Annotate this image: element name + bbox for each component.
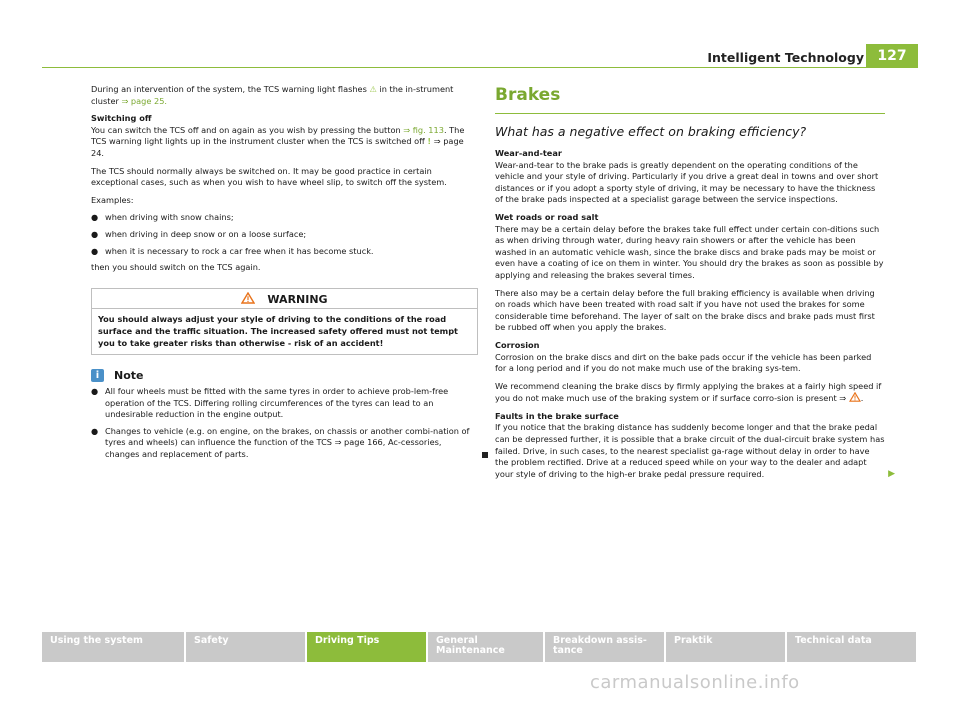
watermark: carmanualsonline.info <box>590 672 800 693</box>
continue-arrow-icon: ▶ <box>888 468 895 479</box>
tab-technical-data[interactable]: Technical data <box>787 632 916 662</box>
tab-safety[interactable]: Safety <box>186 632 305 662</box>
section-rule <box>495 113 885 114</box>
bullet-icon: ● <box>91 245 99 256</box>
warning-header: WARNING <box>92 289 477 310</box>
tcs-off-light-icon: ! <box>427 136 432 147</box>
tab-using-the-system[interactable]: Using the system <box>42 632 184 662</box>
tcs-warning-light-icon: ⚠ <box>369 84 377 94</box>
footer-nav <box>42 632 918 662</box>
note-item: ● Changes to vehicle (e.g. on engine, on the brakes, on chassis or another combi-nation of tyres and wheels) can influence the function of the TCS ⇒ page 166, Ac-cessories, changes and replacement of parts. <box>91 426 478 461</box>
section-title: Brakes <box>495 85 561 105</box>
list-item: ● when driving with snow chains; <box>91 212 234 223</box>
switching-paragraph: You can switch the TCS off and on again as you wish by pressing the button ⇒ fig. 113. The TCS warning light lights up in the instrument cluster when the TCS is switched off ! ⇒ page 24. <box>91 124 465 158</box>
after-bullets-text: then you should switch on the TCS again. <box>91 262 261 273</box>
header-rule <box>42 67 866 68</box>
warning-triangle-icon <box>241 292 255 304</box>
wet-roads-text-2: There also may be a certain delay before the full braking efficiency is available when driving on roads which have been treated with road salt if you have not used the brakes for some considerable time beforehand. The layer of salt on the brake discs and brake pads must first be rubbed off when you apply the brakes. <box>495 287 875 333</box>
faults-text: If you notice that the braking distance has suddenly become longer and that the brake pedal can be depressed further, it is possible that a brake circuit of the dual-circuit brake system has failed. Drive, in such cases, to the nearest specialist ga-rage without delay in order to have the problem rectified. Drive at a reduced speed while on your way to the dealer and adapt your style of driving to the high-er brake pedal pressure required. ▶ <box>495 422 895 479</box>
warning-text: You should always adjust your style of driving to the conditions of the road surface and the traffic situation. The increased safety offered must not tempt you to take greater risks than otherwise - risk of an accident! <box>98 314 458 348</box>
corrosion-text-2: We recommend cleaning the brake discs by firmly applying the brakes at a fairly high speed if you do not make much use of the braking system or if surface corro-sion is present ⇒ . <box>495 380 882 404</box>
bullet-icon: ● <box>91 228 99 239</box>
faults-heading: Faults in the brake surface <box>495 410 619 421</box>
note-header: i Note <box>91 369 478 382</box>
page-24-link[interactable]: ⇒ page 24. <box>91 136 464 158</box>
tab-breakdown-assistance[interactable]: Breakdown assis-tance <box>545 632 664 662</box>
tab-driving-tips[interactable]: Driving Tips <box>307 632 426 662</box>
page-25-link[interactable]: ⇒ page 25. <box>121 95 168 106</box>
right-column <box>495 84 895 486</box>
note-item: ● All four wheels must be fitted with the same tyres in order to achieve prob-lem-free operation of the TCS. Differing rolling circumferences of the tyres can lead to an undesirable reduction in the engine output. <box>91 386 449 420</box>
page-header-title: Intelligent Technology <box>707 50 864 65</box>
tab-praktik[interactable]: Praktik <box>666 632 785 662</box>
corrosion-heading: Corrosion <box>495 339 540 350</box>
info-icon: i <box>91 369 104 382</box>
warning-triangle-icon[interactable] <box>849 392 861 402</box>
wet-roads-heading: Wet roads or road salt <box>495 211 599 222</box>
bullet-icon: ● <box>91 425 99 436</box>
wet-roads-text-1: There may be a certain delay before the brakes take full effect under certain con-ditions such as when driving through water, during heavy rain showers or after the vehicle has been washed in an automatic vehicle wash, since the brake discs and brake pads may be moist or even have a coating of ice on them in winter. You should dry the brakes as soon as possible by applying and releasing the brakes several times. <box>495 223 884 280</box>
intro-paragraph: During an intervention of the system, the TCS warning light flashes ⚠ in the in-strument cluster ⇒ page 25. <box>91 84 454 106</box>
list-item: ● when driving in deep snow or on a loose surface; <box>91 228 307 239</box>
switching-paragraph-2: The TCS should normally always be switched on. It may be good practice in certain exceptional cases, such as when you wish to have wheel slip, to switch off the system. <box>91 165 447 188</box>
bullet-icon: ● <box>91 386 99 397</box>
list-item: ● when it is necessary to rock a car free when it has become stuck. <box>91 245 374 256</box>
examples-heading: Examples: <box>91 194 134 205</box>
wear-heading: Wear-and-tear <box>495 148 562 158</box>
bullet-icon: ● <box>91 212 99 223</box>
switching-off-heading: Switching off <box>91 113 152 124</box>
tab-general-maintenance[interactable]: General Maintenance <box>428 632 543 662</box>
wear-text: Wear-and-tear to the brake pads is greatly dependent on the operating conditions of the vehicle and your style of driving. Particularly if you drive a great deal in towns and over short distances or if you adopt a sporty style of driving, it may be necessary to have the thickness of the brake pads inspected at a specialist garage between the service inspections. <box>495 159 879 205</box>
warning-box <box>91 288 478 355</box>
end-of-section-icon <box>482 452 488 458</box>
fig-113-link[interactable]: ⇒ fig. 113 <box>403 124 444 135</box>
left-column <box>91 84 478 466</box>
page-number: 127 <box>866 44 918 68</box>
section-subtitle: What has a negative effect on braking efficiency? <box>495 124 807 139</box>
corrosion-text-1: Corrosion on the brake discs and dirt on the bake pads occur if the vehicle has been parked for a long period and if you do not make much use of the braking sys-tem. <box>495 351 872 374</box>
